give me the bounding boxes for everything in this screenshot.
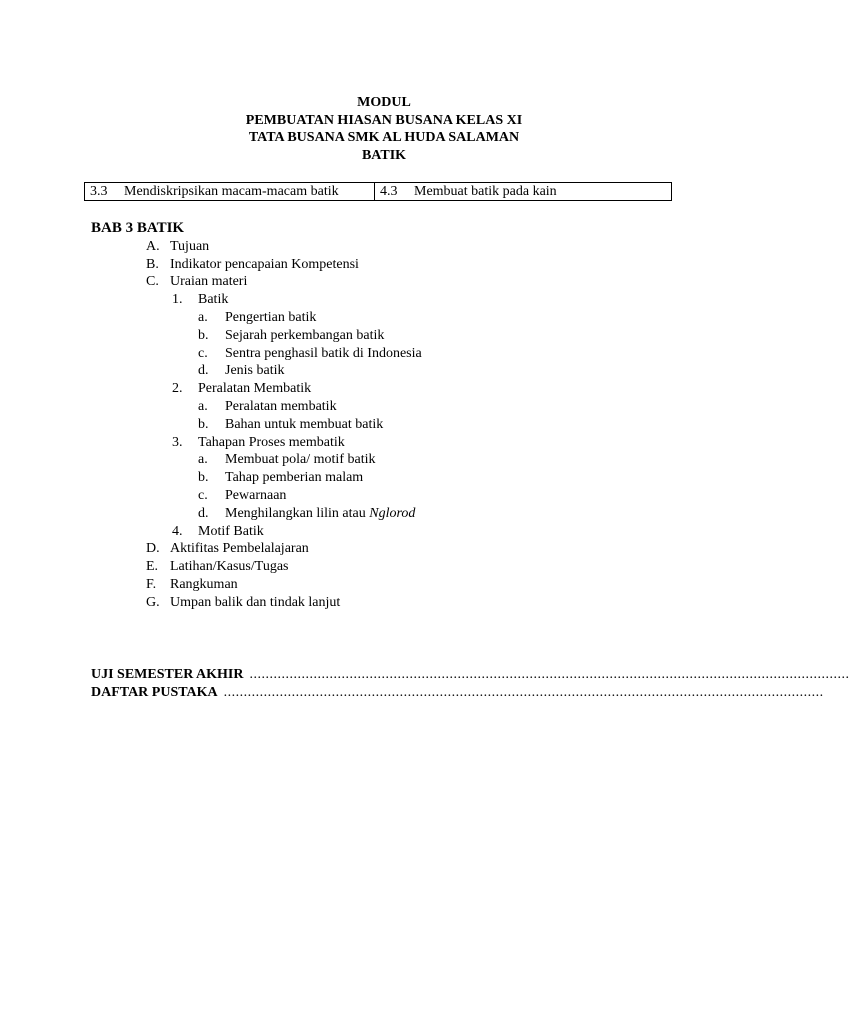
outline-item <box>0 523 768 541</box>
competency-cell-knowledge <box>85 183 375 201</box>
item-text: Membuat pola/ motif batik <box>225 452 376 468</box>
outline-item <box>0 540 768 558</box>
uji-semester-entry <box>91 666 849 684</box>
outline-item <box>0 398 768 416</box>
item-text <box>225 505 415 523</box>
item-marker: D. <box>146 541 160 557</box>
title-school: TATA BUSANA SMK AL HUDA SALAMAN <box>248 130 520 145</box>
outline-item <box>0 362 768 380</box>
item-text: Tahap pemberian malam <box>225 470 364 486</box>
outline-item <box>0 487 768 505</box>
item-marker: b. <box>198 327 209 343</box>
competency-row <box>85 183 672 201</box>
outline-item <box>0 380 768 398</box>
item-marker: c. <box>198 487 208 503</box>
item-marker: B. <box>146 256 159 272</box>
item-marker: C. <box>146 274 159 290</box>
item-text: Rangkuman <box>170 576 238 592</box>
daftar-pustaka-entry <box>91 684 824 702</box>
item-marker: a. <box>198 309 208 325</box>
item-marker: 1. <box>172 292 183 308</box>
outline-item <box>0 416 768 434</box>
item-marker: 2. <box>172 381 183 397</box>
item-marker: 4. <box>172 523 183 539</box>
item-marker: c. <box>198 345 208 361</box>
item-text: Sejarah perkembangan batik <box>225 327 385 343</box>
competency-table <box>84 182 672 201</box>
item-text: Uraian materi <box>170 274 248 290</box>
competency-number: 4.3 <box>380 184 398 199</box>
competency-number: 3.3 <box>90 184 108 199</box>
item-text: Indikator pencapaian Kompetensi <box>170 256 359 272</box>
competency-text: Membuat batik pada kain <box>414 184 557 199</box>
item-marker: d. <box>198 363 209 379</box>
outline-item <box>0 345 768 363</box>
title-modul: MODUL <box>357 95 411 110</box>
outline-item <box>0 594 768 612</box>
item-text: Tujuan <box>170 238 210 254</box>
item-text-italic: Nglorod <box>369 505 416 521</box>
item-text: Aktifitas Pembelalajaran <box>170 541 309 557</box>
daftar-pustaka-label: DAFTAR PUSTAKA <box>91 685 218 700</box>
item-marker: E. <box>146 559 159 575</box>
outline-item <box>0 469 768 487</box>
item-text: Umpan balik dan tindak lanjut <box>170 594 341 610</box>
item-text: Motif Batik <box>198 523 264 539</box>
item-text: Tahapan Proses membatik <box>198 434 345 450</box>
item-text: Pengertian batik <box>225 309 317 325</box>
outline-item <box>0 291 768 309</box>
item-marker: b. <box>198 470 209 486</box>
chapter-title: BAB 3 BATIK <box>91 220 185 236</box>
outline-item <box>0 576 768 594</box>
item-text: Sentra penghasil batik di Indonesia <box>225 345 422 361</box>
outline-item <box>0 273 768 291</box>
chapter-heading <box>0 220 768 238</box>
item-marker: b. <box>198 416 209 432</box>
outline-item <box>0 558 768 576</box>
item-text: Latihan/Kasus/Tugas <box>170 559 289 575</box>
uji-semester-label: UJI SEMESTER AKHIR <box>91 667 244 682</box>
item-text-plain: Menghilangkan lilin atau <box>225 505 370 521</box>
item-marker: A. <box>146 238 160 254</box>
title-topic: BATIK <box>361 147 407 163</box>
outline-item <box>0 505 768 523</box>
item-marker: d. <box>198 505 209 521</box>
item-text: Peralatan Membatik <box>198 381 312 397</box>
item-marker: F. <box>146 576 157 592</box>
chapter-outline <box>0 220 768 612</box>
competency-text: Mendiskripsikan macam-macam batik <box>124 184 339 199</box>
title-subject: PEMBUATAN HIASAN BUSANA KELAS XI <box>245 112 523 128</box>
item-text: Pewarnaan <box>225 487 287 503</box>
outline-item <box>0 256 768 274</box>
item-marker: G. <box>146 594 160 610</box>
outline-item <box>0 434 768 452</box>
outline-item <box>0 238 768 256</box>
item-marker: a. <box>198 452 208 468</box>
dot-leader: ...................................................................................................................................................... <box>223 685 824 700</box>
item-marker: a. <box>198 398 208 414</box>
item-text: Jenis batik <box>225 363 285 379</box>
item-text: Batik <box>198 292 229 308</box>
outline-item <box>0 451 768 469</box>
item-marker: 3. <box>172 434 183 450</box>
item-text: Peralatan membatik <box>225 398 337 414</box>
dot-leader: ...................................................................................................................................................... <box>249 667 849 682</box>
outline-item <box>0 327 768 345</box>
outline-item <box>0 309 768 327</box>
title-block <box>84 94 684 164</box>
item-text: Bahan untuk membuat batik <box>225 416 384 432</box>
competency-cell-skill <box>375 183 672 201</box>
